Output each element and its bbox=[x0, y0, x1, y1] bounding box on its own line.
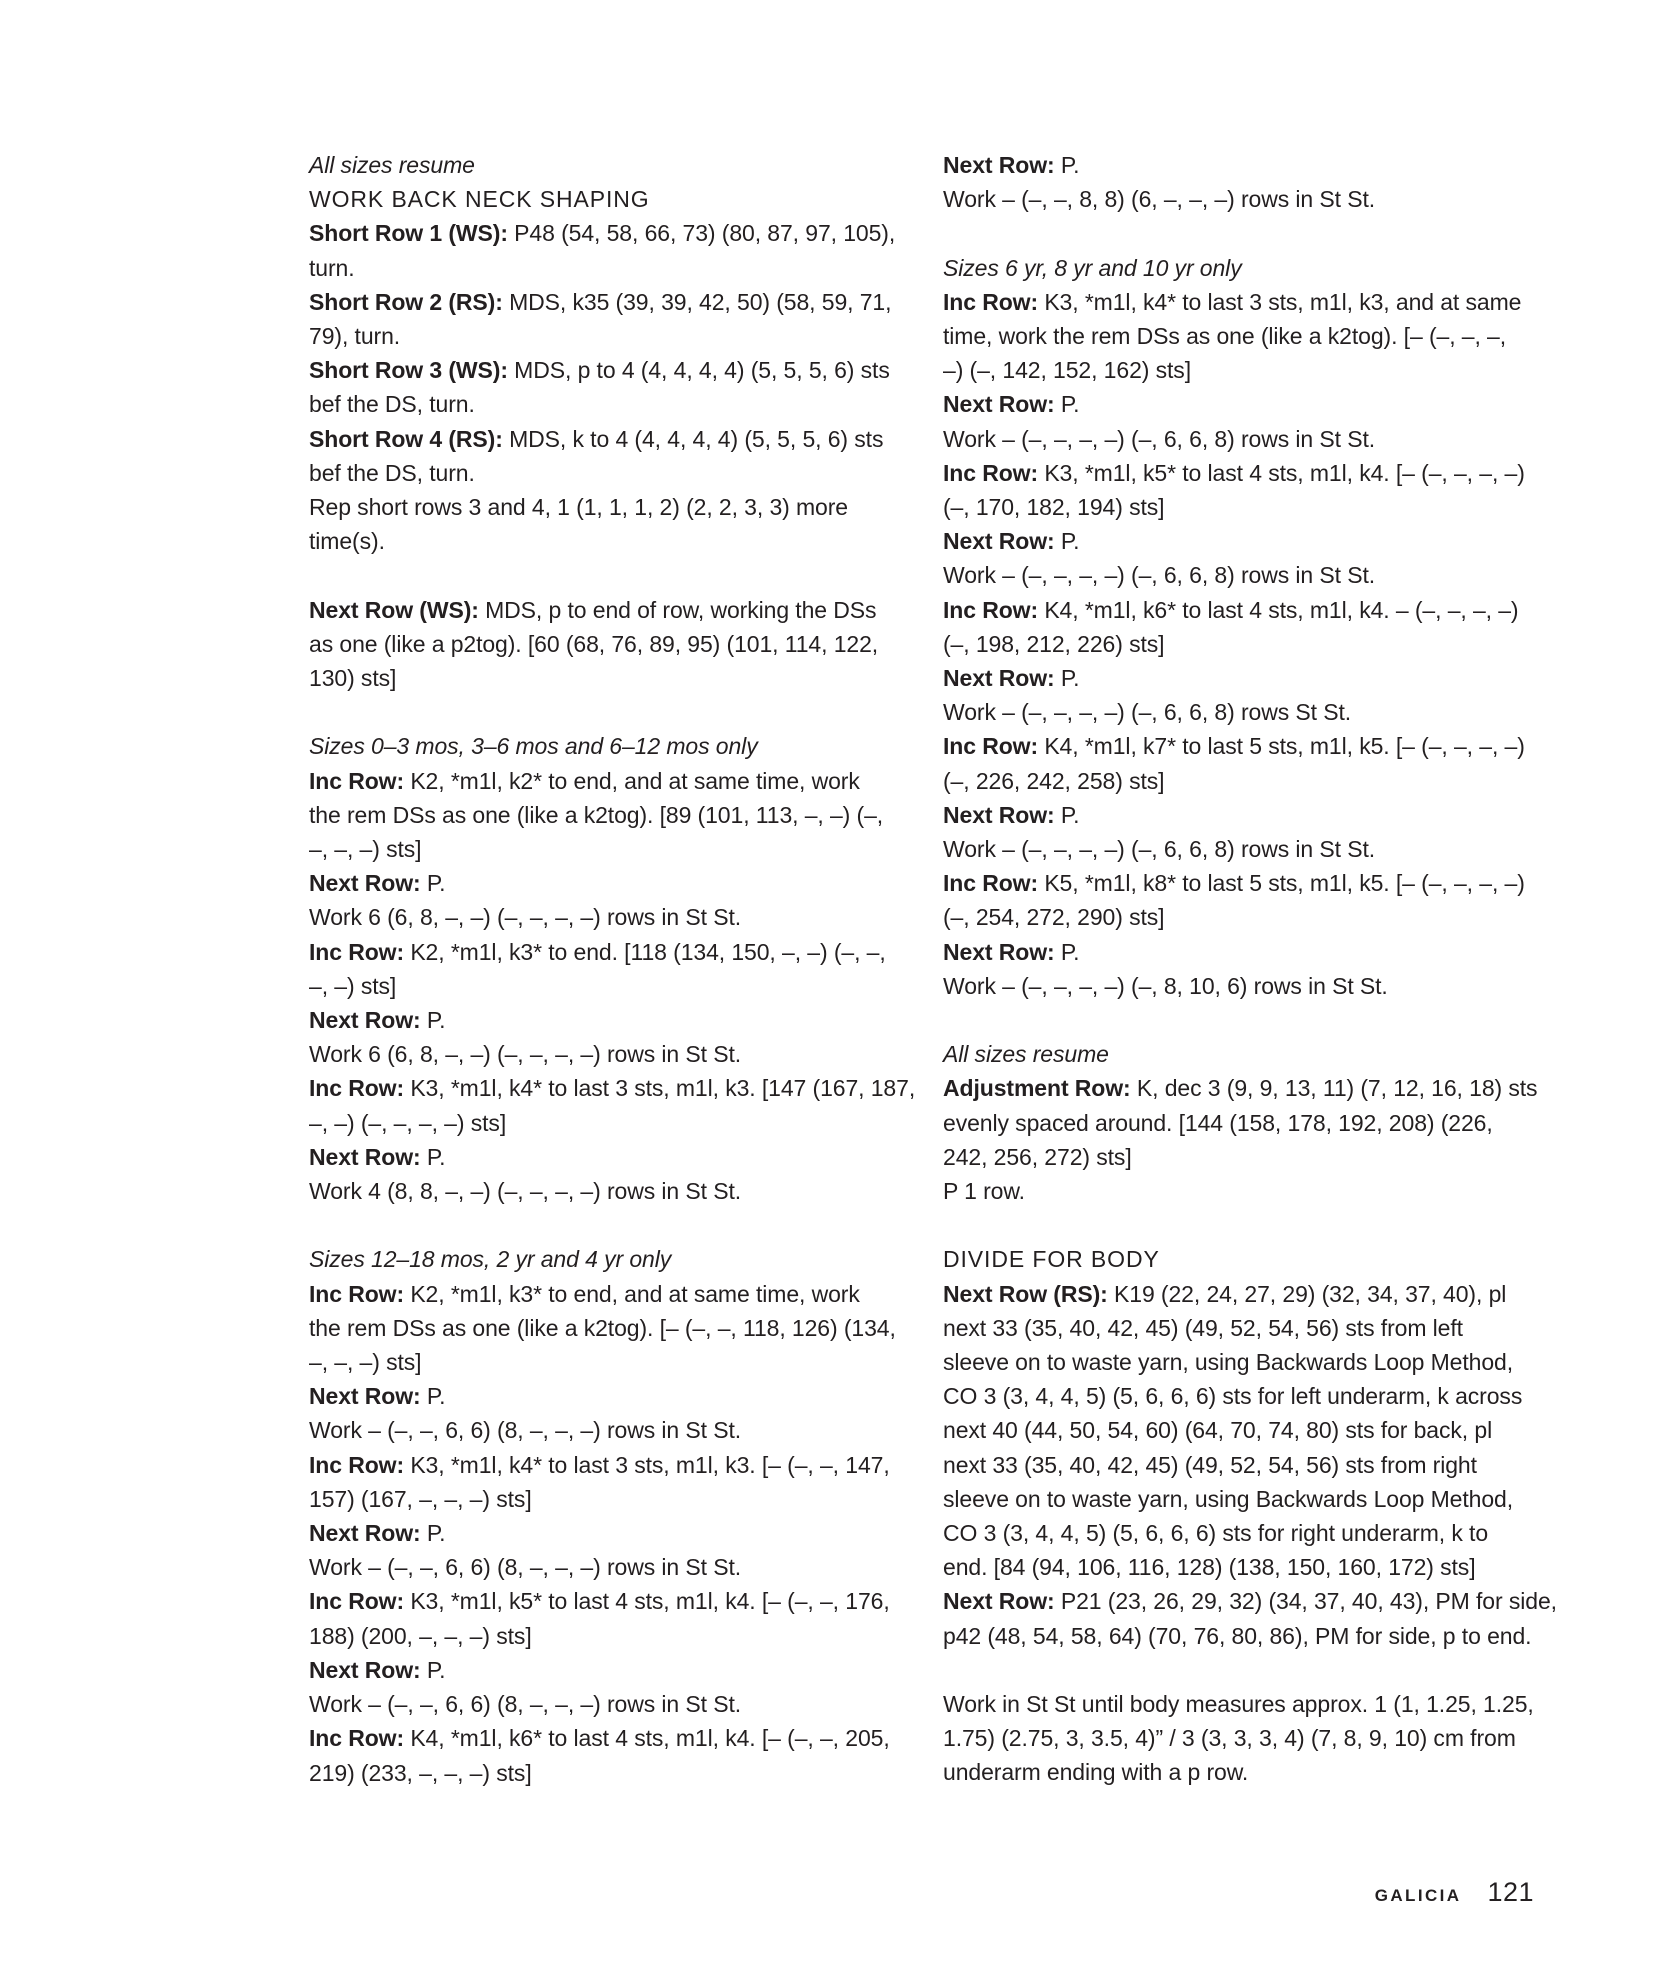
line-text: K5, *m1l, k8* to last 5 sts, m1l, k5. [– (–, –, –, –) bbox=[1038, 870, 1525, 897]
line-text: Work – (–, –, –, –) (–, 6, 6, 8) rows in St St. bbox=[943, 425, 1376, 452]
instruction-line bbox=[309, 764, 905, 798]
instruction-line bbox=[309, 1003, 905, 1037]
line-text: end. [84 (94, 106, 116, 128) (138, 150, 160, 172) sts] bbox=[943, 1554, 1476, 1581]
line-text: DIVIDE FOR BODY bbox=[943, 1246, 1160, 1273]
line-text: (–, 254, 272, 290) sts] bbox=[943, 904, 1165, 931]
line-text: (–, 198, 212, 226) sts] bbox=[943, 630, 1165, 657]
line-text: turn. bbox=[309, 254, 355, 281]
instruction-line bbox=[309, 832, 905, 866]
line-text: P. bbox=[420, 1520, 446, 1547]
size-subheading bbox=[943, 251, 1539, 285]
line-text: sleeve on to waste yarn, using Backwards Loop Method, bbox=[943, 1485, 1514, 1512]
instruction-line bbox=[943, 1071, 1539, 1105]
row-label: Next Row: bbox=[943, 152, 1055, 178]
row-label: Next Row (WS): bbox=[309, 596, 479, 623]
line-text: P48 (54, 58, 66, 73) (80, 87, 97, 105), bbox=[507, 220, 896, 247]
instruction-line bbox=[943, 319, 1539, 353]
instruction-line bbox=[943, 866, 1539, 900]
paragraph-gap bbox=[309, 558, 905, 592]
line-text: –, –, –) sts] bbox=[309, 1349, 422, 1376]
line-text: evenly spaced around. [144 (158, 178, 192, 208) (226, bbox=[943, 1109, 1493, 1136]
instruction-line bbox=[943, 832, 1539, 866]
instruction-line bbox=[309, 422, 905, 456]
instruction-line bbox=[943, 729, 1539, 763]
instruction-line bbox=[309, 1106, 905, 1140]
instruction-line bbox=[309, 353, 905, 387]
line-text: MDS, k to 4 (4, 4, 4, 4) (5, 5, 5, 6) sts bbox=[502, 425, 884, 452]
line-text: MDS, k35 (39, 39, 42, 50) (58, 59, 71, bbox=[502, 288, 892, 315]
row-label: Inc Row: bbox=[943, 733, 1039, 760]
instruction-line bbox=[943, 558, 1539, 592]
instruction-line bbox=[309, 866, 905, 900]
instruction-line bbox=[943, 148, 1539, 182]
instruction-line bbox=[943, 969, 1539, 1003]
row-label: Next Row: bbox=[309, 1007, 421, 1034]
line-text: P. bbox=[1054, 938, 1080, 965]
instruction-line bbox=[309, 798, 905, 832]
line-text: 219) (233, –, –, –) sts] bbox=[309, 1759, 532, 1786]
row-label: Next Row: bbox=[943, 528, 1055, 555]
line-text: P. bbox=[420, 870, 446, 897]
line-text: P21 (23, 26, 29, 32) (34, 37, 40, 43), PM for side, bbox=[1054, 1588, 1557, 1615]
left-column bbox=[309, 148, 916, 1790]
instruction-line bbox=[943, 900, 1539, 934]
page-footer bbox=[1375, 1877, 1534, 1908]
instruction-line bbox=[309, 251, 905, 285]
row-label: Inc Row: bbox=[309, 1451, 405, 1478]
line-text: P. bbox=[420, 1383, 446, 1410]
row-label: Inc Row: bbox=[943, 288, 1039, 315]
instruction-line bbox=[309, 935, 905, 969]
line-text: 130) sts] bbox=[309, 665, 397, 692]
paragraph-gap bbox=[943, 1003, 1539, 1037]
instruction-line bbox=[309, 593, 905, 627]
instruction-line bbox=[309, 1345, 905, 1379]
row-label: Next Row: bbox=[943, 801, 1055, 828]
size-subheading bbox=[943, 1037, 1539, 1071]
instruction-line bbox=[943, 1584, 1557, 1618]
instruction-line bbox=[309, 1653, 905, 1687]
line-text: bef the DS, turn. bbox=[309, 459, 475, 486]
line-text: Work – (–, –, 6, 6) (8, –, –, –) rows in St St. bbox=[309, 1554, 742, 1581]
line-text: K3, *m1l, k4* to last 3 sts, m1l, k3, and at same bbox=[1038, 288, 1522, 315]
instruction-line bbox=[943, 1687, 1539, 1721]
line-text: K3, *m1l, k4* to last 3 sts, m1l, k3. [147 (167, 187, bbox=[404, 1075, 916, 1102]
line-text: WORK BACK NECK SHAPING bbox=[309, 186, 650, 213]
line-text: underarm ending with a p row. bbox=[943, 1759, 1249, 1786]
instruction-line bbox=[309, 1756, 905, 1790]
size-subheading bbox=[309, 729, 905, 763]
line-text: K4, *m1l, k7* to last 5 sts, m1l, k5. [– (–, –, –, –) bbox=[1038, 733, 1525, 760]
instruction-line bbox=[943, 1516, 1539, 1550]
line-text: MDS, p to end of row, working the DSs bbox=[478, 596, 877, 623]
instruction-line bbox=[943, 1755, 1539, 1789]
line-text: time, work the rem DSs as one (like a k2tog). [– (–, –, –, bbox=[943, 323, 1507, 349]
instruction-line bbox=[943, 353, 1539, 387]
line-text: –) (–, 142, 152, 162) sts] bbox=[943, 357, 1191, 384]
instruction-line bbox=[943, 1448, 1539, 1482]
line-text: Work 4 (8, 8, –, –) (–, –, –, –) rows in St St. bbox=[309, 1178, 742, 1205]
row-label: Inc Row: bbox=[309, 1075, 405, 1102]
line-text: –, –) (–, –, –, –) sts] bbox=[309, 1109, 507, 1136]
line-text: Work – (–, –, –, –) (–, 6, 6, 8) rows in St St. bbox=[943, 836, 1376, 863]
instruction-line bbox=[943, 593, 1539, 627]
line-text: K2, *m1l, k3* to end. [118 (134, 150, –, –) (–, –, bbox=[404, 938, 886, 965]
instruction-line bbox=[309, 1584, 905, 1618]
instruction-line bbox=[309, 969, 905, 1003]
line-text: Sizes 12–18 mos, 2 yr and 4 yr only bbox=[309, 1246, 672, 1273]
line-text: P. bbox=[420, 1656, 446, 1683]
line-text: P. bbox=[1054, 391, 1080, 418]
instruction-line bbox=[309, 1140, 905, 1174]
line-text: K2, *m1l, k2* to end, and at same time, work bbox=[404, 767, 860, 794]
instruction-line bbox=[309, 661, 905, 695]
line-text: –, –, –) sts] bbox=[309, 836, 422, 863]
line-text: p42 (48, 54, 58, 64) (70, 76, 80, 86), PM for side, p to end. bbox=[943, 1622, 1532, 1649]
line-text: P. bbox=[420, 1007, 446, 1034]
size-subheading bbox=[309, 1242, 905, 1276]
instruction-line bbox=[943, 524, 1539, 558]
instruction-line bbox=[943, 1721, 1539, 1755]
line-text: MDS, p to 4 (4, 4, 4, 4) (5, 5, 5, 6) sts bbox=[507, 357, 890, 384]
instruction-line bbox=[943, 1174, 1539, 1208]
instruction-line bbox=[309, 1311, 905, 1345]
line-text: Work in St St until body measures approx. 1 (1, 1.25, 1.25, bbox=[943, 1691, 1534, 1718]
row-label: Inc Row: bbox=[943, 596, 1039, 623]
line-text: (–, 226, 242, 258) sts] bbox=[943, 767, 1165, 794]
section-heading bbox=[309, 182, 905, 216]
instruction-line bbox=[943, 182, 1539, 216]
instruction-line bbox=[309, 900, 905, 934]
instruction-line bbox=[943, 1345, 1539, 1379]
instruction-line bbox=[309, 1482, 905, 1516]
instruction-line bbox=[943, 1106, 1539, 1140]
line-text: Work – (–, –, 8, 8) (6, –, –, –) rows in St St. bbox=[943, 186, 1376, 213]
instruction-line bbox=[943, 798, 1539, 832]
line-text: Work 6 (6, 8, –, –) (–, –, –, –) rows in St St. bbox=[309, 904, 742, 931]
instruction-line bbox=[943, 1550, 1539, 1584]
instruction-line bbox=[943, 1482, 1539, 1516]
row-label: Short Row 1 (WS): bbox=[309, 220, 508, 247]
instruction-line bbox=[309, 319, 905, 353]
instruction-line bbox=[309, 1037, 905, 1071]
row-label: Short Row 4 (RS): bbox=[309, 425, 503, 452]
line-text: Work – (–, –, 6, 6) (8, –, –, –) rows in St St. bbox=[309, 1417, 742, 1444]
line-text: 242, 256, 272) sts] bbox=[943, 1143, 1132, 1170]
line-text: Work 6 (6, 8, –, –) (–, –, –, –) rows in St St. bbox=[309, 1041, 742, 1068]
line-text: P 1 row. bbox=[943, 1178, 1025, 1205]
row-label: Next Row: bbox=[309, 1520, 421, 1547]
row-label: Next Row: bbox=[943, 938, 1055, 965]
line-text: as one (like a p2tog). [60 (68, 76, 89, 95) (101, 114, 122, bbox=[309, 630, 879, 657]
line-text: K19 (22, 24, 27, 29) (32, 34, 37, 40), pl bbox=[1107, 1280, 1507, 1307]
instruction-line bbox=[309, 285, 905, 319]
instruction-line bbox=[943, 1140, 1539, 1174]
line-text: Work – (–, –, –, –) (–, 6, 6, 8) rows St St. bbox=[943, 699, 1352, 726]
row-label: Next Row: bbox=[943, 665, 1055, 692]
instruction-line bbox=[309, 1174, 905, 1208]
line-text: 188) (200, –, –, –) sts] bbox=[309, 1622, 532, 1649]
instruction-line bbox=[943, 1311, 1539, 1345]
instruction-line bbox=[943, 661, 1539, 695]
row-label: Adjustment Row: bbox=[943, 1075, 1131, 1102]
row-label: Short Row 2 (RS): bbox=[309, 288, 503, 315]
running-title: GALICIA bbox=[1374, 1886, 1462, 1905]
row-label: Next Row: bbox=[943, 391, 1055, 418]
row-label: Inc Row: bbox=[943, 870, 1039, 897]
instruction-line bbox=[309, 490, 905, 524]
line-text: CO 3 (3, 4, 4, 5) (5, 6, 6, 6) sts for left underarm, k across bbox=[943, 1383, 1523, 1410]
line-text: Sizes 0–3 mos, 3–6 mos and 6–12 mos only bbox=[309, 733, 758, 760]
instruction-line bbox=[943, 695, 1539, 729]
instruction-line bbox=[309, 1071, 916, 1105]
instruction-line bbox=[309, 1550, 905, 1584]
row-label: Next Row: bbox=[309, 1143, 421, 1170]
instruction-line bbox=[943, 490, 1539, 524]
instruction-line bbox=[309, 1721, 905, 1755]
row-label: Next Row: bbox=[943, 1588, 1055, 1615]
row-label: Inc Row: bbox=[309, 938, 405, 965]
instruction-line bbox=[943, 935, 1539, 969]
size-subheading bbox=[309, 148, 905, 182]
instruction-line bbox=[309, 1413, 905, 1447]
row-label: Next Row (RS): bbox=[943, 1280, 1108, 1307]
instruction-line bbox=[309, 1448, 905, 1482]
instruction-line bbox=[943, 1379, 1539, 1413]
instruction-line bbox=[943, 1277, 1539, 1311]
line-text: (–, 170, 182, 194) sts] bbox=[943, 494, 1165, 521]
instruction-line bbox=[943, 764, 1539, 798]
row-label: Inc Row: bbox=[309, 1588, 405, 1615]
line-text: bef the DS, turn. bbox=[309, 391, 475, 418]
paragraph-gap bbox=[943, 1208, 1539, 1242]
right-column bbox=[943, 148, 1557, 1790]
instruction-line bbox=[943, 1619, 1539, 1653]
paragraph-gap bbox=[943, 1653, 1539, 1687]
line-text: All sizes resume bbox=[309, 152, 475, 178]
line-text: CO 3 (3, 4, 4, 5) (5, 6, 6, 6) sts for right underarm, k to bbox=[943, 1520, 1489, 1547]
instruction-line bbox=[309, 1379, 905, 1413]
line-text: K4, *m1l, k6* to last 4 sts, m1l, k4. – (–, –, –, –) bbox=[1038, 596, 1519, 623]
instruction-line bbox=[309, 387, 905, 421]
line-text: K3, *m1l, k5* to last 4 sts, m1l, k4. [– (–, –, 176, bbox=[404, 1588, 890, 1615]
line-text: sleeve on to waste yarn, using Backwards Loop Method, bbox=[943, 1349, 1514, 1376]
instruction-line bbox=[309, 627, 905, 661]
section-heading bbox=[943, 1242, 1539, 1276]
line-text: next 33 (35, 40, 42, 45) (49, 52, 54, 56) sts from left bbox=[943, 1314, 1463, 1341]
row-label: Inc Row: bbox=[309, 1725, 405, 1752]
line-text: P. bbox=[1054, 528, 1080, 555]
line-text: Work – (–, –, –, –) (–, 6, 6, 8) rows in St St. bbox=[943, 562, 1376, 589]
line-text: All sizes resume bbox=[943, 1041, 1109, 1068]
row-label: Next Row: bbox=[309, 870, 421, 897]
instruction-line bbox=[309, 1277, 905, 1311]
instruction-line bbox=[309, 456, 905, 490]
line-text: P. bbox=[1054, 665, 1080, 692]
line-text: Sizes 6 yr, 8 yr and 10 yr only bbox=[943, 254, 1242, 281]
row-label: Inc Row: bbox=[309, 767, 405, 794]
line-text: next 40 (44, 50, 54, 60) (64, 70, 74, 80) sts for back, pl bbox=[943, 1417, 1493, 1444]
line-text: Work – (–, –, –, –) (–, 8, 10, 6) rows in St St. bbox=[943, 972, 1388, 999]
paragraph-gap bbox=[309, 1208, 905, 1242]
row-label: Next Row: bbox=[309, 1383, 421, 1410]
line-text: next 33 (35, 40, 42, 45) (49, 52, 54, 56) sts from right bbox=[943, 1451, 1477, 1478]
line-text: the rem DSs as one (like a k2tog). [89 (101, 113, –, –) (–, bbox=[309, 801, 884, 828]
line-text: Work – (–, –, 6, 6) (8, –, –, –) rows in St St. bbox=[309, 1691, 742, 1718]
instruction-line bbox=[309, 524, 905, 558]
line-text: Rep short rows 3 and 4, 1 (1, 1, 1, 2) (2, 2, 3, 3) more bbox=[309, 494, 848, 521]
instruction-line bbox=[943, 285, 1539, 319]
line-text: K3, *m1l, k4* to last 3 sts, m1l, k3. [– (–, –, 147, bbox=[404, 1451, 890, 1478]
instruction-line bbox=[943, 1413, 1539, 1447]
line-text: K, dec 3 (9, 9, 13, 11) (7, 12, 16, 18) sts bbox=[1130, 1075, 1538, 1102]
row-label: Inc Row: bbox=[309, 1280, 405, 1307]
line-text: P. bbox=[1054, 152, 1080, 178]
line-text: 1.75) (2.75, 3, 3.5, 4)” / 3 (3, 3, 3, 4) (7, 8, 9, 10) cm from bbox=[943, 1725, 1516, 1752]
instruction-line bbox=[943, 387, 1539, 421]
instruction-line bbox=[309, 216, 905, 250]
instruction-line bbox=[943, 422, 1539, 456]
instruction-line bbox=[309, 1619, 905, 1653]
instruction-line bbox=[309, 1516, 905, 1550]
instruction-line bbox=[309, 1687, 905, 1721]
line-text: K2, *m1l, k3* to end, and at same time, work bbox=[404, 1280, 860, 1307]
row-label: Next Row: bbox=[309, 1656, 421, 1683]
instruction-line bbox=[943, 456, 1539, 490]
line-text: time(s). bbox=[309, 528, 385, 555]
paragraph-gap bbox=[943, 216, 1539, 250]
line-text: –, –) sts] bbox=[309, 972, 397, 999]
line-text: the rem DSs as one (like a k2tog). [– (–, –, 118, 126) (134, bbox=[309, 1314, 896, 1341]
row-label: Inc Row: bbox=[943, 459, 1039, 486]
instruction-line bbox=[943, 627, 1539, 661]
line-text: P. bbox=[1054, 801, 1080, 828]
paragraph-gap bbox=[309, 695, 905, 729]
row-label: Short Row 3 (WS): bbox=[309, 357, 508, 384]
line-text: K4, *m1l, k6* to last 4 sts, m1l, k4. [– (–, –, 205, bbox=[404, 1725, 890, 1752]
page-number: 121 bbox=[1487, 1877, 1534, 1907]
line-text: 157) (167, –, –, –) sts] bbox=[309, 1485, 532, 1512]
line-text: P. bbox=[420, 1143, 446, 1170]
line-text: 79), turn. bbox=[309, 323, 401, 350]
line-text: K3, *m1l, k5* to last 4 sts, m1l, k4. [– (–, –, –, –) bbox=[1038, 459, 1525, 486]
